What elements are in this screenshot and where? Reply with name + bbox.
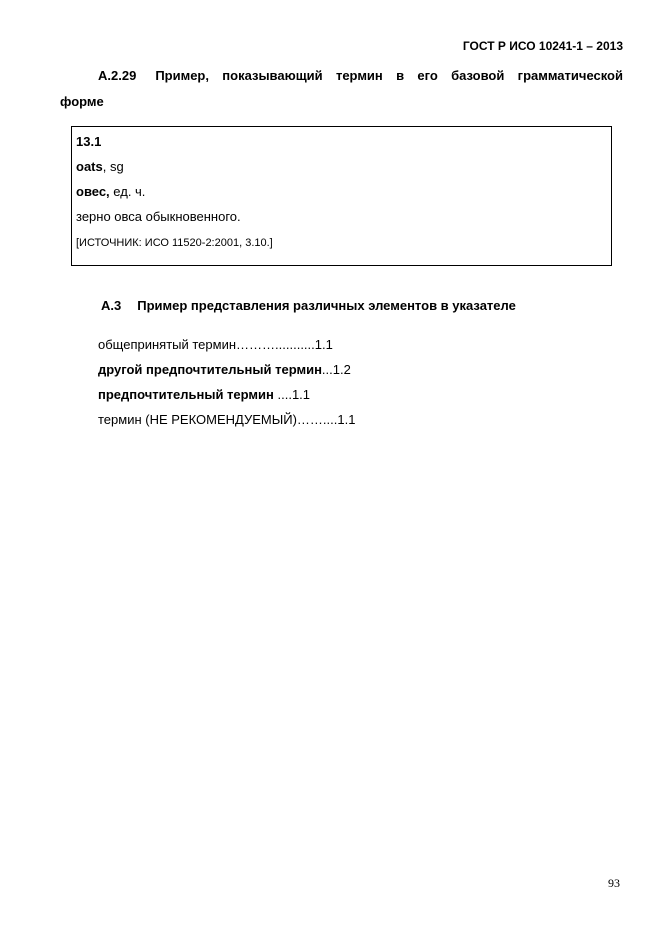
index-dots: .... xyxy=(273,387,292,402)
index-ref: 1.1 xyxy=(291,387,311,402)
index-dots: ………........... xyxy=(236,337,315,352)
index-term: другой предпочтительный термин xyxy=(98,362,322,377)
term-english-grammar: , sg xyxy=(102,159,124,174)
section-title-line1: Пример, показывающий термин в его базовой грамматической xyxy=(155,68,623,83)
index-entry xyxy=(98,337,333,352)
term-definition: зерно овса обыкновенного. xyxy=(76,209,241,224)
entry-number: 13.1 xyxy=(76,134,102,149)
section-title: Пример представления различных элементов в указателе xyxy=(137,298,516,313)
page-number: 93 xyxy=(608,876,620,890)
index-ref: 1.2 xyxy=(332,362,351,377)
index-entry xyxy=(98,412,355,427)
term-russian-grammar: ед. ч. xyxy=(109,184,146,199)
section-number: А.2.29 xyxy=(98,68,137,83)
section-a3-heading xyxy=(101,298,516,313)
section-a229-heading xyxy=(60,63,623,115)
index-term: общепринятый термин xyxy=(98,337,237,352)
term-russian xyxy=(76,184,145,199)
term-english xyxy=(76,159,124,174)
index-dots: …….... xyxy=(296,412,338,427)
index-dots: ... xyxy=(321,362,333,377)
index-entry xyxy=(98,362,351,377)
section-number: А.3 xyxy=(101,298,122,313)
index-term: предпочтительный термин xyxy=(98,387,274,402)
term-source: [ИСТОЧНИК: ИСО 11520-2:2001, 3.10.] xyxy=(76,237,273,249)
section-title-line2: форме xyxy=(60,94,104,109)
term-russian-word: овес, xyxy=(76,184,110,199)
document-header: ГОСТ Р ИСО 10241-1 – 2013 xyxy=(462,39,623,53)
index-term: термин (НЕ РЕКОМЕНДУЕМЫЙ) xyxy=(98,412,297,427)
term-english-word: oats xyxy=(76,159,103,174)
index-ref: 1.1 xyxy=(314,337,333,352)
terminology-entry-box xyxy=(71,126,612,266)
index-ref: 1.1 xyxy=(337,412,356,427)
index-entry xyxy=(98,387,310,402)
